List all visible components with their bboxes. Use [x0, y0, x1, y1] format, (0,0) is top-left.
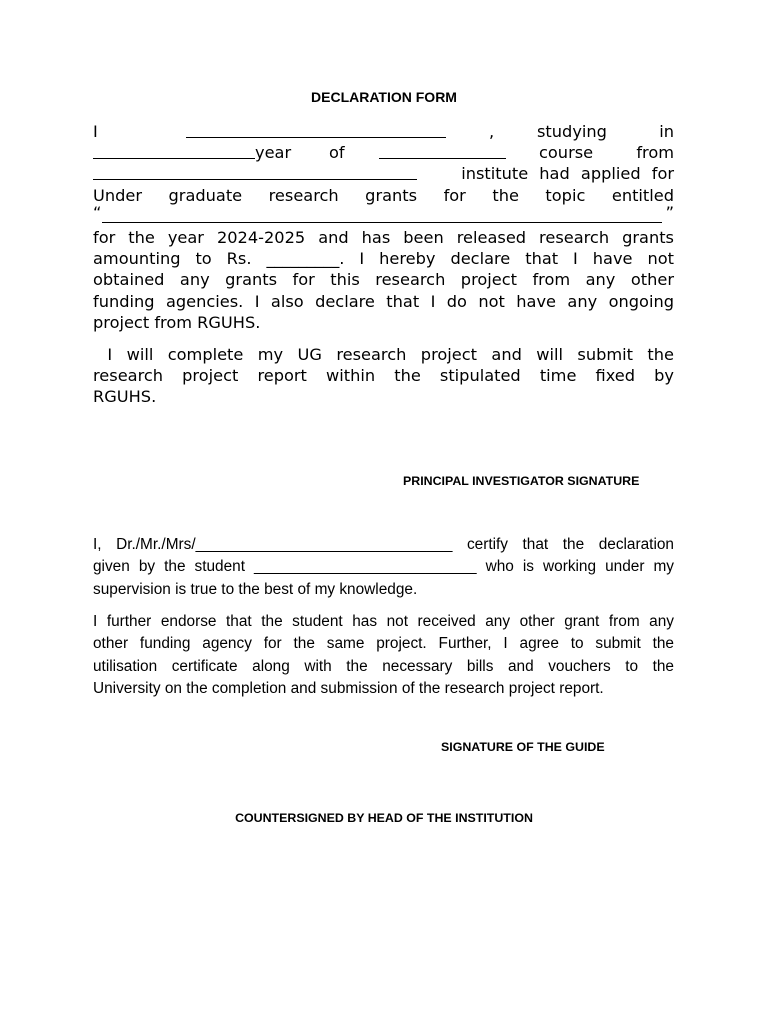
close-quote: ”: [665, 202, 674, 222]
declaration-line-1: [93, 121, 674, 142]
guide-line-1: I, Dr./Mr./Mrs/______________________________ certify that the declaration: [93, 536, 674, 553]
declaration-line-4: Under graduate research grants for the topic entitled: [93, 185, 674, 205]
endorse-line-4: University on the completion and submission of the research project report.: [93, 680, 604, 698]
declaration-line-9: funding agencies. I also declare that I do not have any ongoing: [93, 291, 674, 311]
declaration-i: I: [93, 122, 98, 141]
topic-blank: [102, 208, 662, 223]
year-word: year: [255, 143, 292, 163]
completion-line-3: RGUHS.: [93, 387, 157, 407]
institute-text: institute had applied for: [461, 164, 674, 184]
guide-certification: [93, 534, 674, 601]
completion-line-1: I will complete my UG research project and will submit the: [93, 345, 674, 364]
comma: ,: [489, 122, 495, 141]
open-quote: “: [93, 202, 102, 222]
course-blank: [379, 144, 506, 159]
name-blank: [186, 123, 446, 138]
declaration-line-2: [93, 142, 674, 163]
from-word: from: [636, 143, 674, 163]
of-word: of: [329, 143, 345, 163]
guide-signature-label: SIGNATURE OF THE GUIDE: [441, 740, 605, 754]
declaration-line-10: project from RGUHS.: [93, 312, 261, 332]
in-word: in: [659, 122, 674, 141]
declaration-line-6: for the year 2024-2025 and has been released research grants: [93, 228, 674, 247]
endorse-line-2: other funding agency for the same project. Further, I agree to submit the: [93, 635, 674, 653]
declaration-line-7: amounting to Rs. _________. I hereby declare that I have not: [93, 249, 674, 269]
declaration-line-5: [93, 202, 674, 227]
pi-signature-label: PRINCIPAL INVESTIGATOR SIGNATURE: [403, 474, 640, 488]
completion-paragraph: [93, 344, 674, 408]
declaration-blanks: [93, 121, 674, 227]
declaration-line-8: obtained any grants for this research project from any other: [93, 270, 674, 290]
year-blank: [93, 144, 255, 159]
page-title: DECLARATION FORM: [311, 89, 457, 105]
endorsement-paragraph: [93, 611, 674, 701]
declaration-body: [93, 227, 674, 333]
guide-line-3: supervision is true to the best of my knowledge.: [93, 580, 418, 598]
institute-blank: [93, 165, 417, 180]
studying-word: studying: [537, 122, 607, 141]
course-word: course: [539, 143, 594, 163]
endorse-line-3: utilisation certificate along with the necessary bills and vouchers to the: [93, 657, 674, 675]
endorse-line-1: I further endorse that the student has not received any other grant from any: [93, 613, 674, 630]
declaration-line-3: [93, 163, 674, 184]
guide-line-2: given by the student __________________________ who is working under my: [93, 558, 674, 576]
completion-line-2: research project report within the stipulated time fixed by: [93, 366, 674, 386]
countersigned-label: COUNTERSIGNED BY HEAD OF THE INSTITUTION: [235, 811, 533, 825]
